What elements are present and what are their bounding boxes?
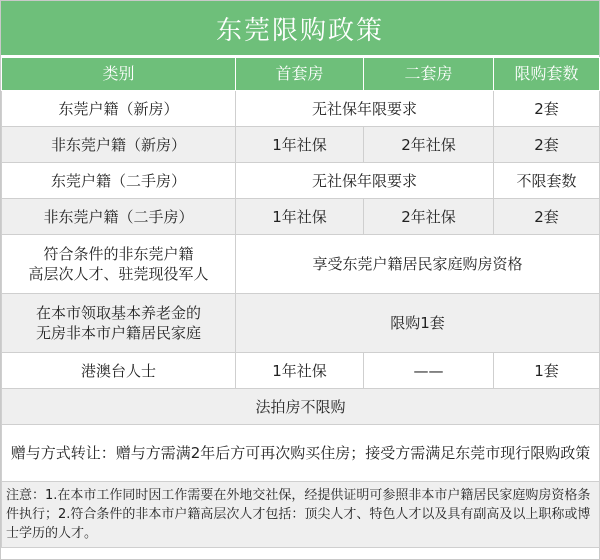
row-category-line1: 符合条件的非东莞户籍 [43,245,194,263]
row-merged-value: 无社保年限要求 [236,91,494,127]
row-category-line2: 无房非本市户籍居民家庭 [35,324,201,342]
row-first: 1年社保 [236,127,364,163]
table-row [2,482,600,548]
row-limit: 2套 [494,91,600,127]
row-category-line2: 高层次人才、驻莞现役军人 [28,265,209,283]
row-merged-value: 享受东莞户籍居民家庭购房资格 [236,235,600,294]
row-limit: 2套 [494,199,600,235]
page-title: 东莞限购政策 [1,1,599,57]
row-merged-value: 限购1套 [236,294,600,353]
row-category [2,235,236,294]
row-category: 港澳台人士 [2,353,236,389]
row-limit: 2套 [494,127,600,163]
header-limit: 限购套数 [494,58,600,91]
row-second: 2年社保 [364,127,494,163]
row-limit: 1套 [494,353,600,389]
row-category: 非东莞户籍（新房） [2,127,236,163]
table-row [2,389,600,425]
row-first: 1年社保 [236,199,364,235]
row-category: 东莞户籍（新房） [2,91,236,127]
footnote: 注意：1.在本市工作同时因工作需要在外地交社保，经提供证明可参照非本市户籍居民家庭购房资格条件执行；2.符合条件的非本市户籍高层次人才包括：顶尖人才、特色人才以及具有副高及以上职称或博士学历的人才。 [2,482,600,548]
table-row [2,294,600,353]
table-row [2,353,600,389]
row-merged-value: 无社保年限要求 [236,163,494,199]
row-category: 非东莞户籍（二手房） [2,199,236,235]
table-row [2,163,600,199]
table-row [2,199,600,235]
header-first-home: 首套房 [236,58,364,91]
row-second: —— [364,353,494,389]
gift-note: 赠与方式转让：赠与方需满2年后方可再次购买住房；接受方需满足东莞市现行限购政策 [2,425,600,482]
row-limit: 不限套数 [494,163,600,199]
row-category-line1: 在本市领取基本养老金的 [35,304,201,322]
row-category [2,294,236,353]
row-second: 2年社保 [364,199,494,235]
table-row [2,425,600,482]
policy-table [1,57,600,548]
row-category: 东莞户籍（二手房） [2,163,236,199]
header-category: 类别 [2,58,236,91]
table-row [2,235,600,294]
table-row [2,127,600,163]
auction-note: 法拍房不限购 [2,389,600,425]
table-row [2,91,600,127]
table-header-row [2,58,600,91]
row-first: 1年社保 [236,353,364,389]
header-second-home: 二套房 [364,58,494,91]
